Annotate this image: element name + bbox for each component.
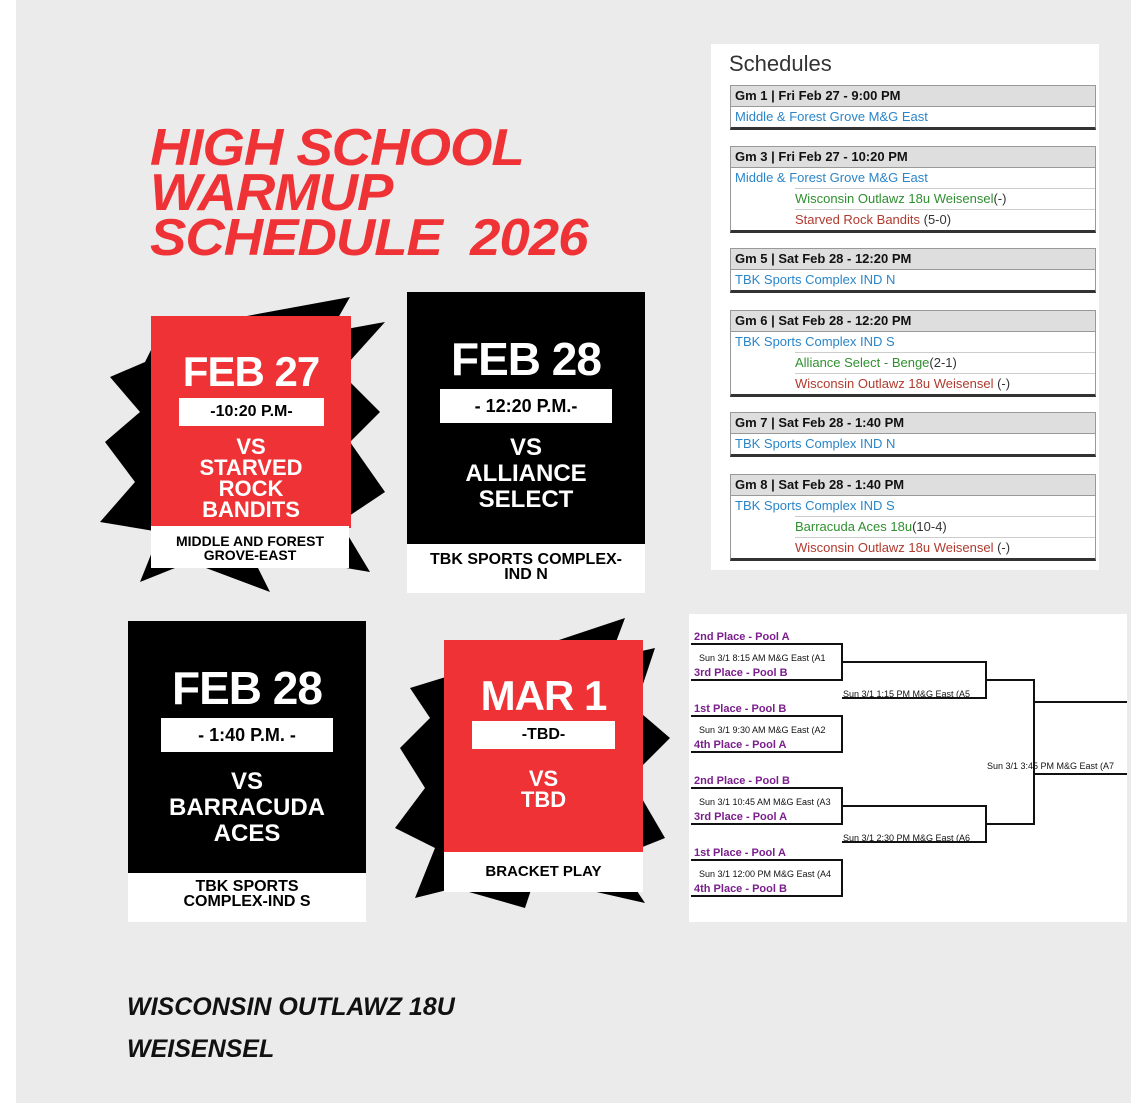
card-time: - 12:20 P.M.- <box>440 389 612 423</box>
card-opponent: VS ALLIANCE SELECT <box>465 434 587 513</box>
game-entry <box>730 248 1096 293</box>
bracket-game: Sun 3/1 8:15 AM M&G East (A1 <box>699 653 826 663</box>
bracket-panel <box>689 614 1127 922</box>
team-record: (-) <box>993 191 1007 206</box>
team-row <box>795 209 1095 230</box>
game-location-link[interactable]: TBK Sports Complex IND S <box>735 498 895 513</box>
team-record: (2-1) <box>929 355 957 370</box>
card-venue: TBK SPORTS COMPLEX- IND N <box>407 544 645 593</box>
game-entry <box>730 85 1096 130</box>
card-opponent: VS BARRACUDA ACES <box>169 768 325 847</box>
game-card-feb28-barracuda <box>128 621 366 873</box>
card-time: -10:20 P.M- <box>179 398 324 426</box>
card-venue: TBK SPORTS COMPLEX-IND S <box>128 873 366 922</box>
card-date: FEB 27 <box>182 348 320 395</box>
team-row <box>795 516 1095 537</box>
game-header: Gm 1 | Fri Feb 27 - 9:00 PM <box>731 86 1095 107</box>
game-entry <box>730 412 1096 457</box>
card-opponent: VS TBD <box>520 766 567 812</box>
team-row <box>795 352 1095 373</box>
game-location-link[interactable]: TBK Sports Complex IND N <box>735 436 896 451</box>
bracket-seed: 4th Place - Pool B <box>694 883 787 895</box>
game-entry <box>730 146 1096 233</box>
game-entry <box>730 310 1096 397</box>
team-link[interactable]: Wisconsin Outlawz 18u Weisensel <box>795 540 994 555</box>
card-venue: MIDDLE AND FOREST GROVE-EAST <box>151 526 349 568</box>
game-card-mar1 <box>444 640 643 852</box>
bracket-seed: 3rd Place - Pool A <box>694 811 788 823</box>
schedules-title: Schedules <box>729 51 832 76</box>
team-row <box>795 537 1095 558</box>
game-card-feb27 <box>151 316 351 528</box>
team-row <box>795 188 1095 209</box>
team-row <box>795 373 1095 394</box>
team-record: (10-4) <box>912 519 947 534</box>
game-header: Gm 5 | Sat Feb 28 - 12:20 PM <box>731 249 1095 270</box>
team-link[interactable]: Barracuda Aces 18u <box>795 519 913 534</box>
game-location-link[interactable]: TBK Sports Complex IND N <box>735 272 896 287</box>
team-record: (5-0) <box>920 212 952 227</box>
bracket-game: Sun 3/1 9:30 AM M&G East (A2 <box>699 725 826 735</box>
team-link[interactable]: Alliance Select - Benge <box>795 355 930 370</box>
bracket-seed: 1st Place - Pool A <box>694 847 786 859</box>
game-location-link[interactable]: TBK Sports Complex IND S <box>735 334 895 349</box>
team-record: (-) <box>993 376 1011 391</box>
game-header: Gm 8 | Sat Feb 28 - 1:40 PM <box>731 475 1095 496</box>
game-card-feb28-alliance <box>407 292 645 544</box>
card-opponent: VS STARVED ROCK BANDITS <box>199 434 303 522</box>
team-link[interactable]: Wisconsin Outlawz 18u Weisensel <box>795 376 994 391</box>
game-header: Gm 6 | Sat Feb 28 - 12:20 PM <box>731 311 1095 332</box>
bracket-game: Sun 3/1 3:45 PM M&G East (A7 <box>987 761 1115 771</box>
team-record: (-) <box>993 540 1011 555</box>
card-time: - 1:40 P.M. - <box>161 718 333 752</box>
bracket-game: Sun 3/1 10:45 AM M&G East (A3 <box>699 797 831 807</box>
card-date: MAR 1 <box>480 672 607 719</box>
bracket-game: Sun 3/1 2:30 PM M&G East (A6 <box>843 833 971 843</box>
bracket-seed: 4th Place - Pool A <box>694 739 787 751</box>
team-name: WISCONSIN OUTLAWZ 18U WEISENSEL <box>127 993 455 1063</box>
bracket-seed: 2nd Place - Pool B <box>694 775 790 787</box>
schedules-panel <box>711 44 1099 570</box>
game-location-link[interactable]: Middle & Forest Grove M&G East <box>735 170 928 185</box>
bracket-seed: 1st Place - Pool B <box>694 703 787 715</box>
game-header: Gm 3 | Fri Feb 27 - 10:20 PM <box>731 147 1095 168</box>
bracket-seed: 3rd Place - Pool B <box>694 667 788 679</box>
card-venue: BRACKET PLAY <box>444 852 643 892</box>
bracket-game: Sun 3/1 12:00 PM M&G East (A4 <box>699 869 832 879</box>
bracket-game: Sun 3/1 1:15 PM M&G East (A5 <box>843 689 971 699</box>
card-date: FEB 28 <box>172 662 322 714</box>
team-link[interactable]: Wisconsin Outlawz 18u Weisensel <box>795 191 994 206</box>
team-link[interactable]: Starved Rock Bandits <box>795 212 921 227</box>
game-location-link[interactable]: Middle & Forest Grove M&G East <box>735 109 928 124</box>
poster-title: HIGH SCHOOL WARMUP SCHEDULE 2026 <box>150 119 588 267</box>
game-entry <box>730 474 1096 561</box>
bracket-seed: 2nd Place - Pool A <box>694 631 790 643</box>
game-header: Gm 7 | Sat Feb 28 - 1:40 PM <box>731 413 1095 434</box>
card-time: -TBD- <box>472 721 615 749</box>
card-date: FEB 28 <box>451 333 601 385</box>
